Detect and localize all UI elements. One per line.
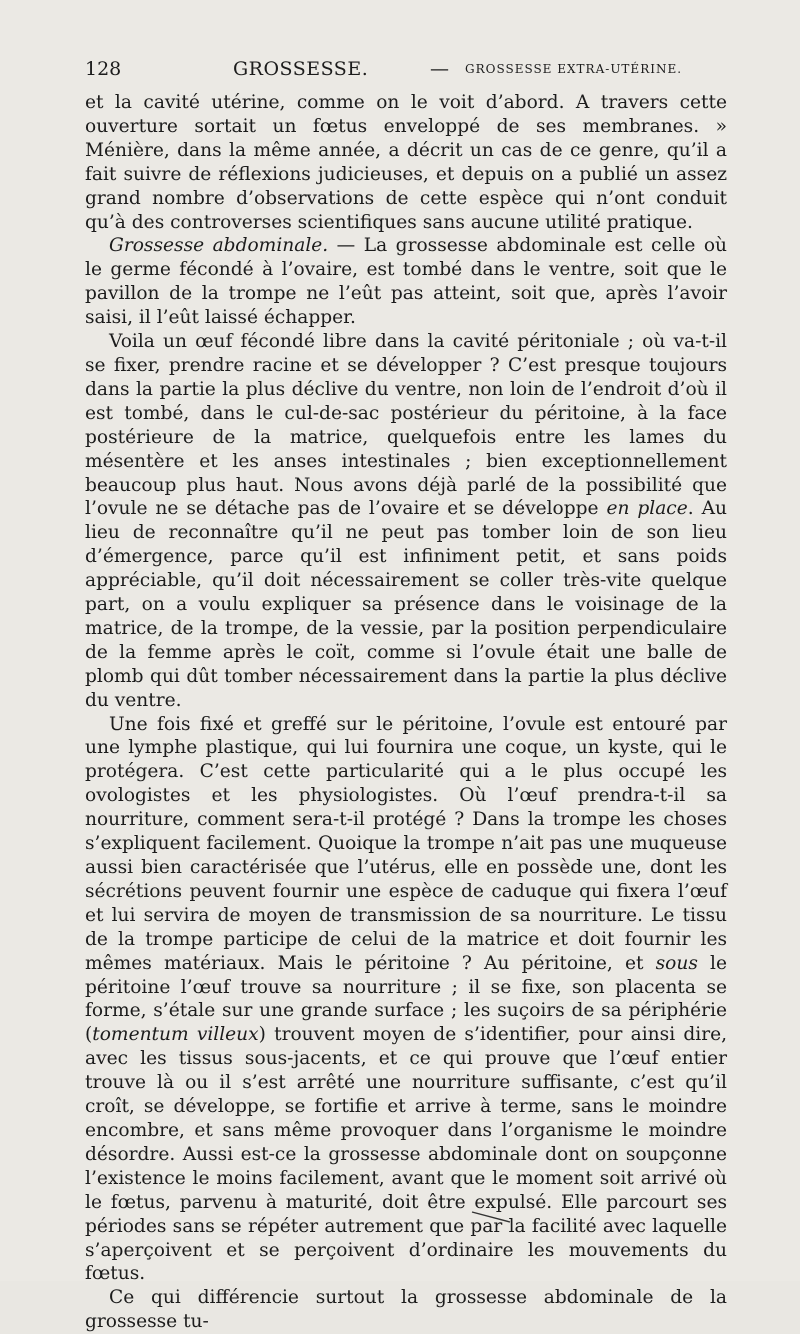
paragraph-5 xyxy=(85,1286,727,1334)
paragraph-text: et la cavité utérine, comme on le voit d’abord. A travers cette ouverture sortait un fœtus enveloppé de ses membranes. » Ménière, dans la même année, a décrit un cas de ce genre, qu’il a fait suivre de réflexions judicieuses, et depuis on a publié un assez grand nombre d’observations de cette espèce qui n’ont conduit qu’à des controverses scientifiques sans aucune utilité pratique. xyxy=(85,92,727,233)
paragraph-2 xyxy=(85,234,727,330)
paragraph-text: — La grossesse abdominale est celle où le germe fécondé à l’ovaire, est tombé dans le ventre, soit que le pavillon de la trompe ne l’eût pas atteint, soit que, après l’avoir saisi, il l’eût laissé échapper. xyxy=(85,235,727,329)
running-subtitle: GROSSESSE EXTRA-UTÉRINE. xyxy=(465,62,683,76)
paragraph-text: Ce qui différencie surtout la grossesse abdominale de la grossesse tu- xyxy=(85,1287,727,1333)
paragraph-text: Voila un œuf fécondé libre dans la cavité péritoniale ; où va-t-il se fixer, prendre racine et se développer ? C’est presque toujours dans la partie la plus déclive du ventre, non loin de l’endroit d’où il est tombé, dans le cul-de-sac postérieur du péritoine, à la face postérieure de la matrice, quelquefois entre les lames du mésentère et les anses intestinales ; bien exceptionnellement beaucoup plus haut. Nous avons déjà parlé de la possibilité que l’ovule ne se détache pas de l’ovaire et se développe xyxy=(85,331,727,520)
italic-term: tomentum villeux xyxy=(92,1024,259,1046)
paragraph-1 xyxy=(85,91,727,234)
paragraph-text: ) trouvent moyen de s’identifier, pour ainsi dire, avec les tissus sous-jacents, et ce qui prouve que l’œuf entier trouve là ou il s’est arrêté une nourriture suffisante, c’est qu’il croît, se développe, se fortifie et arrive à terme, sans le moindre encombre, et sans même provoquer dans l’organisme le moindre désordre. Aussi est-ce la grossesse abdominale dont on soupçonne l’existence le moins facilement, avant que le moment soit arrivé où le fœtus, parvenu à maturité, doit être expulsé. Elle parcourt ses périodes sans se répéter autrement que par la facilité avec laquelle s’aperçoivent et se perçoivent d’ordinaire les mouvements du fœtus. xyxy=(85,1024,728,1285)
paragraph-text: Une fois fixé et greffé sur le péritoine, l’ovule est entouré par une lymphe plastique, qui lui fournira une coque, un kyste, qui le protégera. C’est cette particularité qui a le plus occupé les ovologistes et les physiologistes. Où l’œuf prendra-t-il sa nourriture, comment sera-t-il protégé ? Dans la trompe les choses s’expliquent facilement. Quoique la trompe n’ait pas une muqueuse aussi bien caractérisée que l’utérus, elle en possède une, dont les sécrétions peuvent fournir une espèce de caduque qui fixera l’œuf et lui servira de moyen de transmission de sa nourriture. Le tissu de la trompe participe de celui de la matrice et doit fournir les mêmes matériaux. Mais le péritoine ? Au péritoine, et xyxy=(85,713,727,974)
running-header xyxy=(85,58,727,84)
running-title: GROSSESSE. xyxy=(233,58,369,80)
paragraph-3 xyxy=(85,330,727,713)
header-separator: — xyxy=(430,58,449,80)
page-number: 128 xyxy=(85,58,122,80)
italic-phrase: en place xyxy=(606,498,688,520)
section-heading: Grossesse abdominale. xyxy=(109,235,329,257)
italic-word: sous xyxy=(655,952,698,974)
printer-mark xyxy=(470,1210,512,1224)
paragraph-4 xyxy=(85,713,727,1287)
paragraph-text: . Au lieu de reconnaître qu’il ne peut pas tomber loin de son lieu d’émergence, parce qu’il est infiniment petit, et sans poids appréciable, qu’il doit nécessairement se coller très-vite quelque part, on a voulu expliquer sa présence dans le voisinage de la matrice, de la trompe, de la vessie, par la position perpendiculaire de la femme après le coït, comme si l’ovule était une balle de plomb qui dût tomber nécessairement dans la partie la plus déclive du ventre. xyxy=(85,498,727,711)
paragraph-text: le péritoine l’œuf trouve sa nourriture ; il se fixe, son placenta se forme, s’étale sur une grande surface ; les suçoirs de sa périphérie ( xyxy=(85,952,727,1046)
page-body xyxy=(85,91,727,1334)
